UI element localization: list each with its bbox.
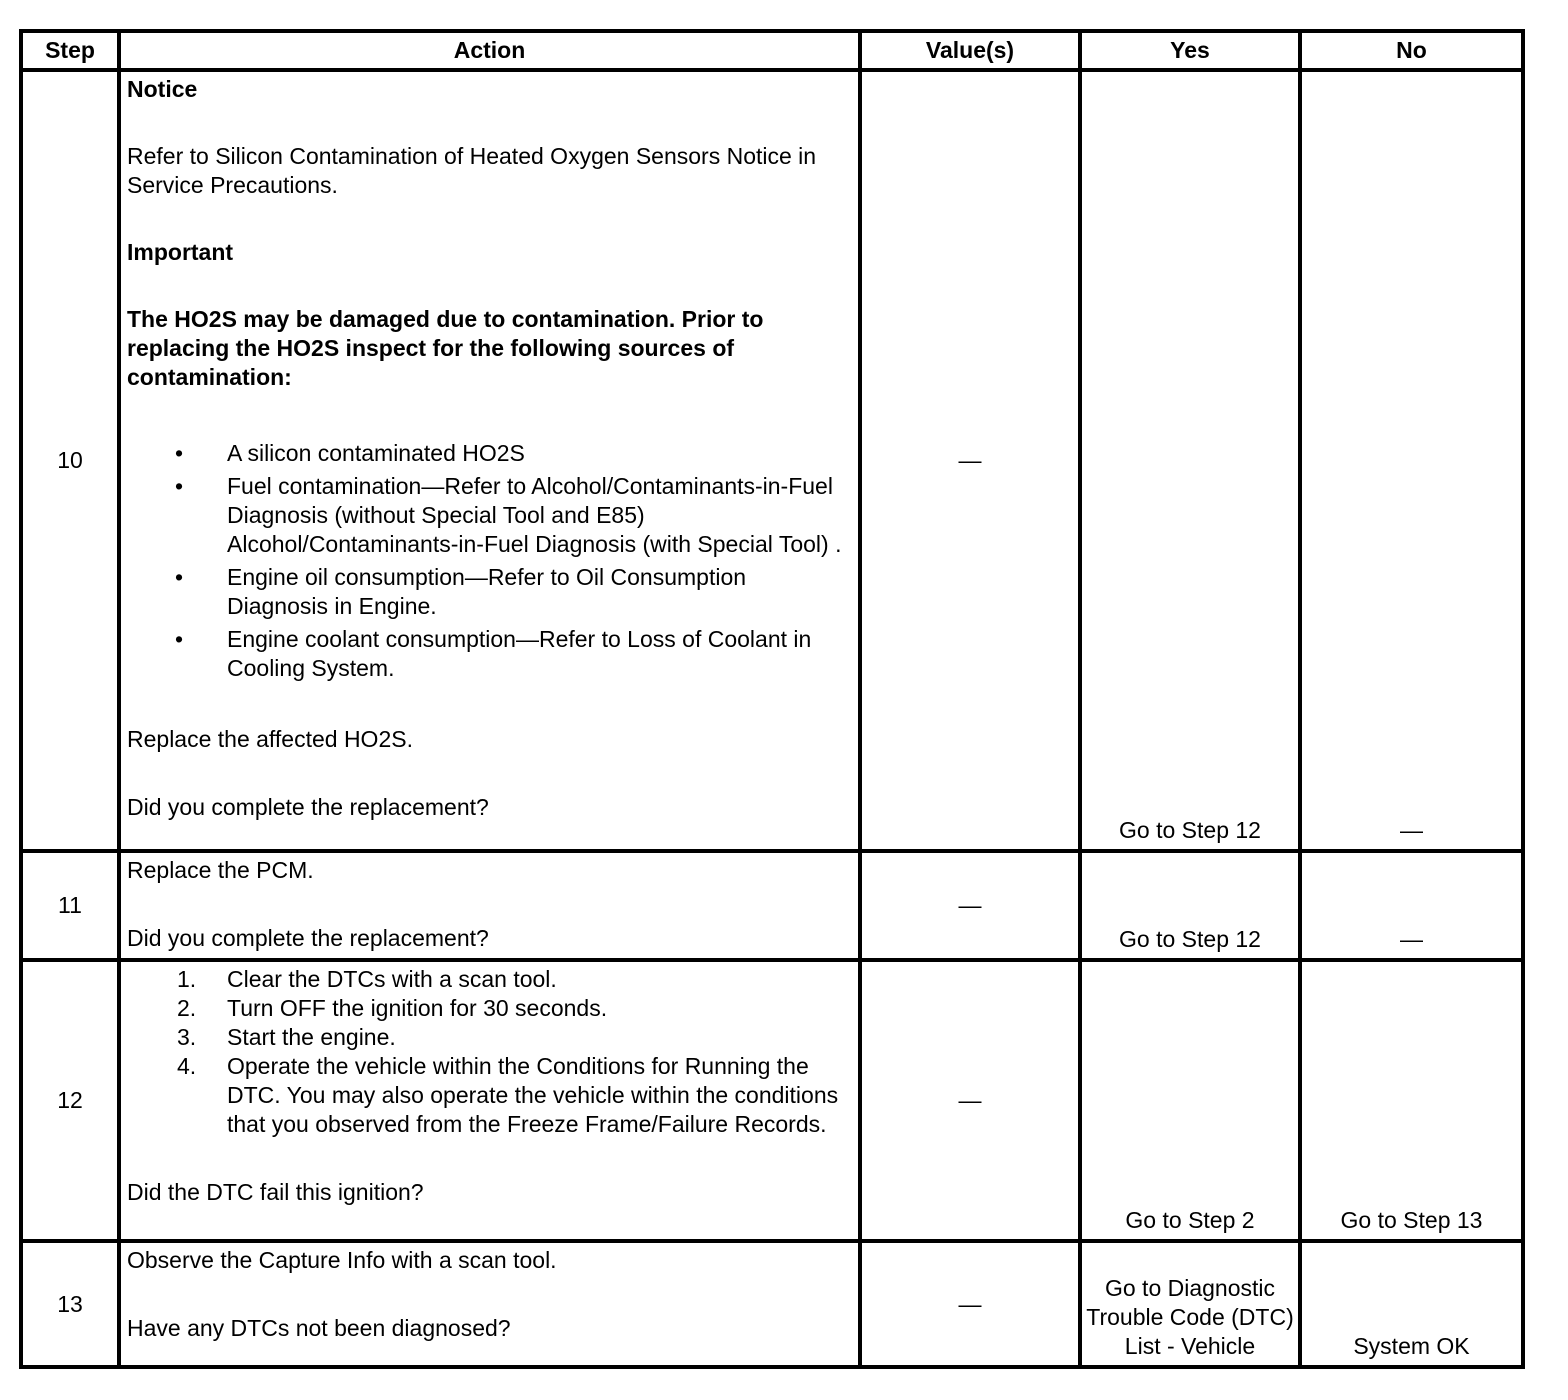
table-row [21,1241,1523,1367]
bullet-icon: • [175,440,184,466]
table-row [21,960,1523,1241]
header-yes: Yes [1080,31,1300,70]
list-item: • Fuel contamination—Refer to Alcohol/Contaminants-in-Fuel Diagnosis (without Special Tool and E85) Alcohol/Contaminants-in-Fuel Diagnosis (with Special Tool) . [175,473,842,557]
value-cell: — [860,1241,1080,1367]
yes-cell: Go to Diagnostic Trouble Code (DTC) List - Vehicle [1080,1241,1300,1367]
header-step: Step [21,31,119,70]
list-item: 4. Operate the vehicle within the Conditions for Running the DTC. You may also operate the vehicle within the conditions that you observed from the Freeze Frame/Failure Records. [177,1053,839,1137]
step-number: 10 [21,70,119,851]
list-item: • Engine coolant consumption—Refer to Loss of Coolant in Cooling System. [175,626,812,681]
list-item: 2. Turn OFF the ignition for 30 seconds. [177,995,608,1021]
step-number: 12 [21,960,119,1241]
header-values: Value(s) [860,31,1080,70]
contamination-list [127,439,850,683]
table-header-row [21,31,1523,70]
value-cell: — [860,851,1080,960]
table-row [21,70,1523,851]
header-no: No [1300,31,1523,70]
notice-text: Refer to Silicon Contamination of Heated Oxygen Sensors Notice in Service Precautions. [127,143,817,198]
action-cell [119,70,860,851]
action-cell [119,851,860,960]
action-cell [119,1241,860,1367]
yes-cell: Go to Step 12 [1080,851,1300,960]
instruction-text: Replace the affected HO2S. [127,726,413,752]
procedure-list [127,965,850,1139]
no-cell: — [1300,851,1523,960]
question-text: Did you complete the replacement? [127,925,489,951]
question-text: Did you complete the replacement? [127,794,489,820]
bullet-icon: • [175,473,184,499]
no-cell: System OK [1300,1241,1523,1367]
instruction-text: Observe the Capture Info with a scan tool. [127,1247,557,1273]
step-number: 11 [21,851,119,960]
header-action: Action [119,31,860,70]
list-item: • A silicon contaminated HO2S [175,440,525,466]
diagnostic-table [19,29,1525,1369]
step-number: 13 [21,1241,119,1367]
table-row [21,851,1523,960]
bullet-icon: • [175,626,184,652]
bullet-icon: • [175,564,184,590]
yes-cell: Go to Step 2 [1080,960,1300,1241]
important-text: The HO2S may be damaged due to contamination. Prior to replacing the HO2S inspect for the following sources of contamination: [127,306,764,390]
no-cell: Go to Step 13 [1300,960,1523,1241]
list-item: • Engine oil consumption—Refer to Oil Consumption Diagnosis in Engine. [175,564,747,619]
no-cell: — [1300,70,1523,851]
action-cell [119,960,860,1241]
value-cell: — [860,70,1080,851]
instruction-text: Replace the PCM. [127,857,314,883]
question-text: Have any DTCs not been diagnosed? [127,1315,511,1341]
question-text: Did the DTC fail this ignition? [127,1179,424,1205]
value-cell: — [860,960,1080,1241]
notice-title: Notice [127,76,198,102]
list-item: 3. Start the engine. [177,1024,396,1050]
important-title: Important [127,239,234,265]
yes-cell: Go to Step 12 [1080,70,1300,851]
list-item: 1. Clear the DTCs with a scan tool. [177,966,557,992]
